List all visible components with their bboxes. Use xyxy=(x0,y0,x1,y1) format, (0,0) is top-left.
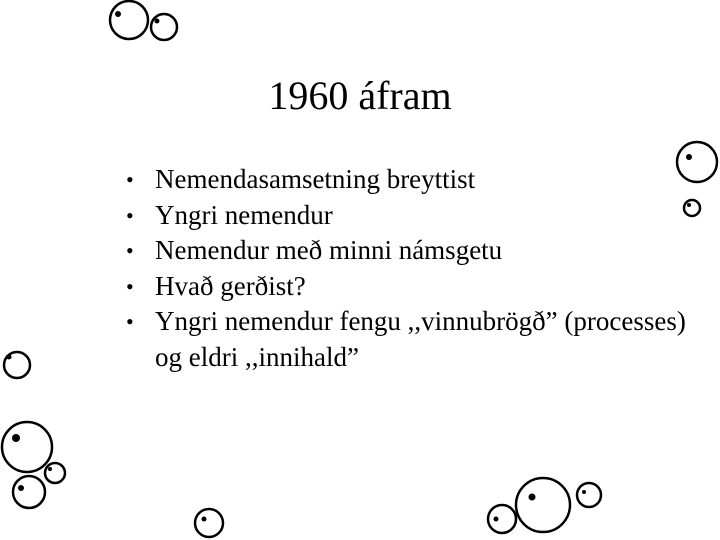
list-item-text: Nemendur með minni námsgetu xyxy=(155,235,503,265)
bubble-dot xyxy=(7,355,12,360)
bubble xyxy=(488,505,516,533)
list-item-text: Yngri nemendur fengu ,,vinnubrögð” (processes) og eldri ,,innihald” xyxy=(155,306,686,372)
bullet-glyph: • xyxy=(126,238,134,263)
bubble-dot xyxy=(494,517,499,522)
bubble-dot xyxy=(687,203,691,207)
bubble-dot xyxy=(529,494,536,501)
bubble xyxy=(110,1,148,39)
list-item-text: Hvað gerðist? xyxy=(155,270,306,301)
bubble xyxy=(684,200,700,216)
bubble xyxy=(195,509,223,537)
list-item xyxy=(126,269,686,305)
bubble-dot xyxy=(48,467,52,471)
bubble xyxy=(151,14,177,40)
bubble xyxy=(13,476,45,508)
bubble-dot xyxy=(18,485,24,491)
bullet-glyph: • xyxy=(126,167,134,192)
list-item-text: Nemendasamsetning breyttist xyxy=(155,164,476,194)
slide-title: 1960 áfram xyxy=(268,73,452,118)
bullet-list xyxy=(126,162,686,375)
bubble xyxy=(516,478,570,532)
bubble-dot xyxy=(582,490,586,494)
bubble-dot xyxy=(115,11,121,17)
list-item xyxy=(126,162,686,198)
bubble-dot xyxy=(155,19,160,24)
bubble-dot xyxy=(202,517,207,522)
list-item xyxy=(126,304,686,375)
bubble-dot xyxy=(686,154,692,160)
bullet-glyph: • xyxy=(126,309,134,334)
bullet-glyph: • xyxy=(126,273,134,299)
list-item xyxy=(126,233,686,269)
bubble xyxy=(2,422,52,472)
list-item xyxy=(126,198,686,234)
bullet-glyph: • xyxy=(126,202,134,228)
list-item-text: Yngri nemendur xyxy=(155,199,333,230)
bubble xyxy=(45,463,65,483)
bubble xyxy=(577,483,601,507)
bubble-dot xyxy=(12,434,20,442)
